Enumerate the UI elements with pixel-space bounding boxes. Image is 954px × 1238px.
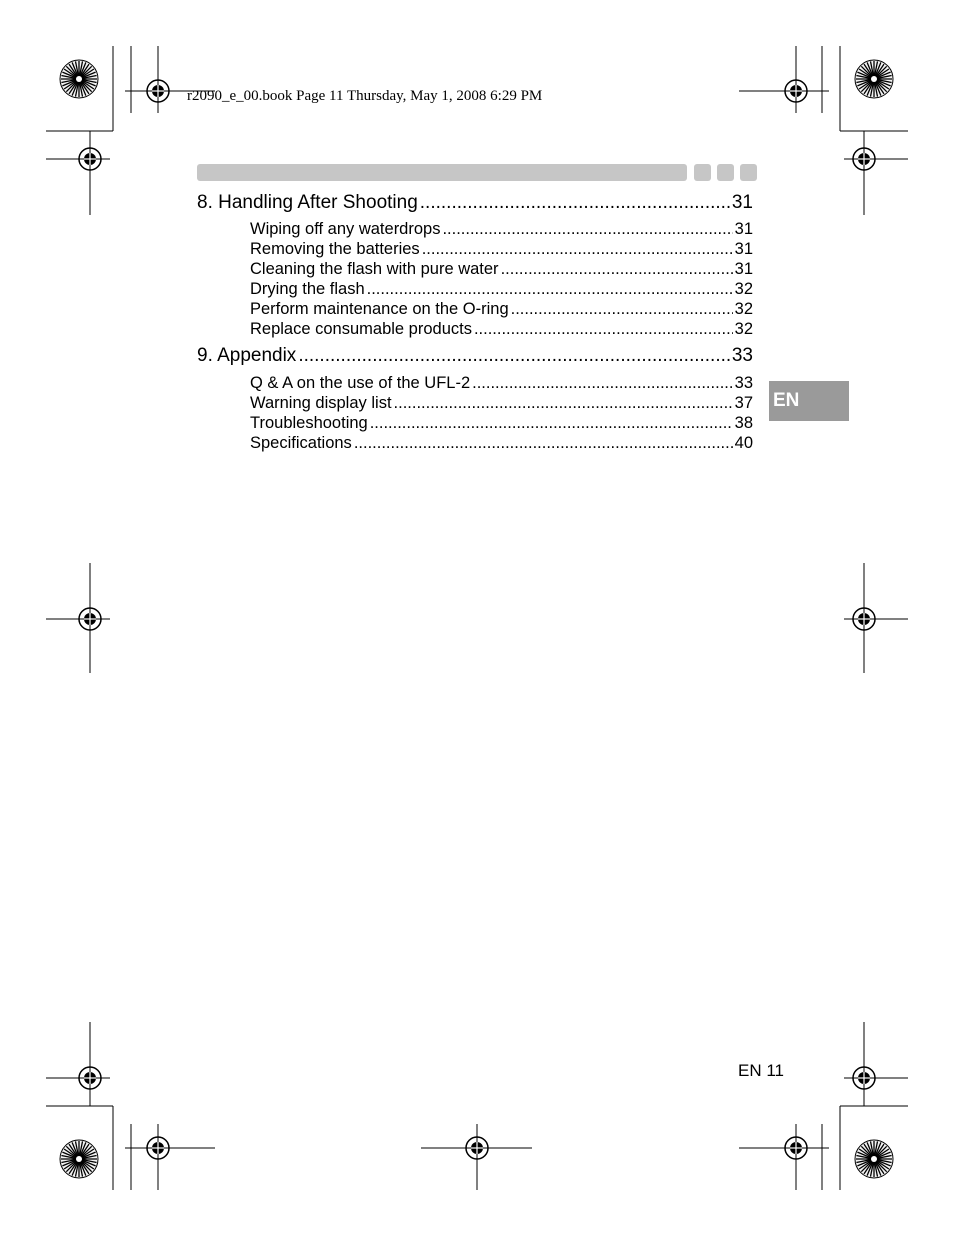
toc-leader-dots [472,374,733,393]
toc-section-entry[interactable] [197,345,753,367]
toc-entry[interactable] [250,300,753,319]
toc-page-number: 32 [734,280,753,298]
toc-leader-dots [422,240,733,259]
toc-leader-dots [394,394,733,413]
toc-entry[interactable] [250,394,753,413]
registration-star-icon [855,60,893,98]
toc-leader-dots [511,300,733,319]
toc-page-number: 31 [734,260,753,278]
toc-page-number: 33 [734,374,753,392]
toc-leader-dots [298,345,730,367]
header-bar-block [717,164,734,181]
registration-star-icon [60,1140,98,1178]
toc-section-title: 9. Appendix [197,345,297,366]
header-bar-block [740,164,757,181]
toc-section-title: 8. Handling After Shooting [197,192,418,213]
toc-entry-title: Specifications [250,434,352,452]
toc-page-number: 37 [734,394,753,412]
toc-entry-title: Perform maintenance on the O-ring [250,300,509,318]
toc-leader-dots [442,220,732,239]
toc-page-number: 31 [734,240,753,258]
toc-page-number: 32 [734,320,753,338]
toc-leader-dots [354,434,733,453]
toc-leader-dots [501,260,733,279]
toc-page-number: 33 [731,345,753,366]
toc-entry-title: Removing the batteries [250,240,420,258]
toc-entry[interactable] [250,220,753,239]
toc-entry[interactable] [250,240,753,259]
toc-leader-dots [367,280,733,299]
language-tab: EN [769,381,849,421]
toc-entry-title: Wiping off any waterdrops [250,220,441,238]
toc-entry-title: Q & A on the use of the UFL-2 [250,374,471,392]
toc-entry[interactable] [250,374,753,393]
print-header-line: r2090_e_00.book Page 11 Thursday, May 1, 2008 6:29 PM [187,88,543,104]
toc-entry[interactable] [250,280,753,299]
toc-leader-dots [370,414,733,433]
toc-entry-title: Troubleshooting [250,414,368,432]
toc-page-number: 32 [734,300,753,318]
toc-page-number: 31 [731,192,753,213]
header-bar-block [694,164,711,181]
page-number: EN 11 [738,1061,784,1080]
toc-leader-dots [474,320,733,339]
toc-entry-title: Replace consumable products [250,320,472,338]
toc-entry[interactable] [250,414,753,433]
toc-entry-title: Warning display list [250,394,392,412]
toc-section-entry[interactable] [197,192,753,214]
toc-page-number: 31 [734,220,753,238]
registration-star-icon [855,1140,893,1178]
toc-entry-title: Drying the flash [250,280,365,298]
header-bar [197,164,687,181]
toc-entry[interactable] [250,434,753,453]
toc-entry-title: Cleaning the flash with pure water [250,260,499,278]
toc-leader-dots [420,192,730,214]
toc-entry[interactable] [250,320,753,339]
toc-page-number: 40 [734,434,753,452]
toc-entry[interactable] [250,260,753,279]
registration-star-icon [60,60,98,98]
toc-page-number: 38 [734,414,753,432]
